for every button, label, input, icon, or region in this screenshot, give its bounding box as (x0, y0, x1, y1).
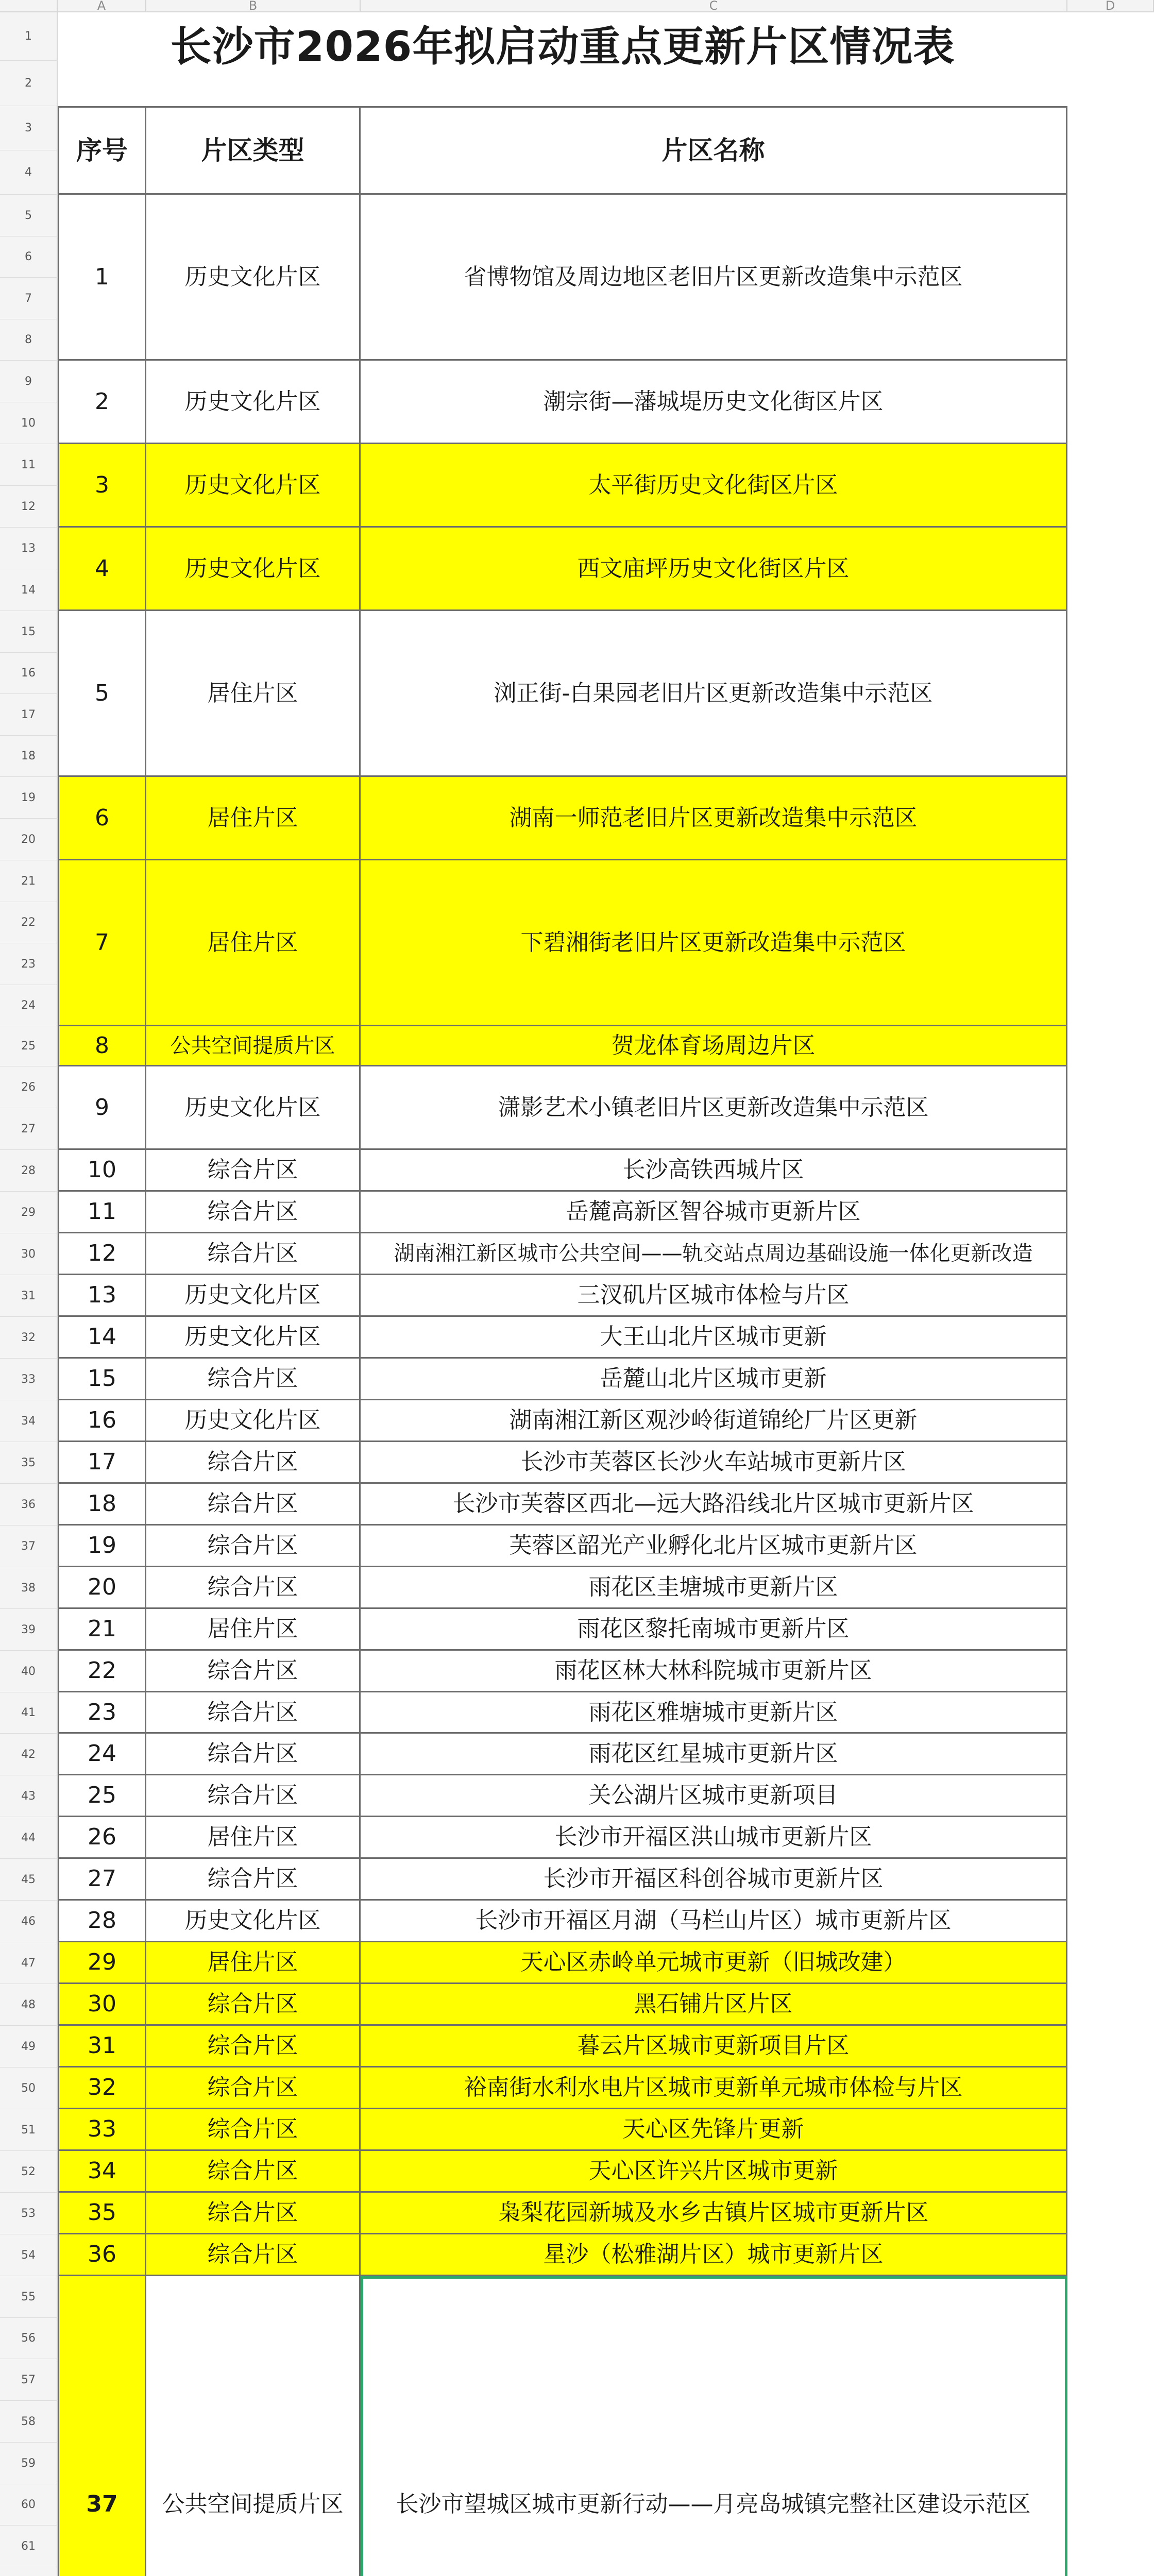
row-number[interactable]: 9 (0, 361, 58, 402)
row-number[interactable]: 40 (0, 1651, 58, 1692)
cell-type[interactable]: 综合片区 (146, 1567, 361, 1609)
cell-name[interactable]: 天心区许兴片区城市更新 (361, 2151, 1067, 2193)
row-number[interactable]: 11 (0, 444, 58, 486)
cell-seq[interactable]: 8 (58, 1026, 146, 1066)
cell-seq[interactable]: 19 (58, 1526, 146, 1567)
row-number[interactable]: 25 (0, 1026, 58, 1066)
cell-seq[interactable]: 33 (58, 2109, 146, 2151)
row-number[interactable]: 59 (0, 2443, 58, 2484)
row-number[interactable]: 19 (0, 777, 58, 819)
cell-name[interactable]: 西文庙坪历史文化街区片区 (361, 528, 1067, 611)
cell-type[interactable]: 综合片区 (146, 2151, 361, 2193)
cell-type[interactable]: 综合片区 (146, 1734, 361, 1775)
row-number[interactable]: 23 (0, 943, 58, 985)
cell-type[interactable]: 综合片区 (146, 2067, 361, 2109)
sheet-title[interactable]: 长沙市2026年拟启动重点更新片区情况表 (170, 22, 955, 71)
cell-type[interactable]: 居住片区 (146, 860, 361, 1026)
row-number[interactable] (0, 2567, 58, 2576)
row-number[interactable]: 60 (0, 2484, 58, 2526)
row-number[interactable]: 47 (0, 1942, 58, 1984)
cell-name[interactable]: 关公湖片区城市更新项目 (361, 1775, 1067, 1817)
cell-name[interactable]: 芙蓉区韶光产业孵化北片区城市更新片区 (361, 1526, 1067, 1567)
cell-type[interactable]: 综合片区 (146, 1484, 361, 1526)
row-number[interactable]: 16 (0, 653, 58, 694)
row-number[interactable]: 26 (0, 1066, 58, 1108)
row-number[interactable]: 49 (0, 2026, 58, 2067)
cell-name[interactable]: 暮云片区城市更新项目片区 (361, 2026, 1067, 2067)
cell-name[interactable]: 大王山北片区城市更新 (361, 1317, 1067, 1359)
cell-seq[interactable]: 23 (58, 1692, 146, 1734)
row-number[interactable]: 50 (0, 2067, 58, 2109)
cell-name[interactable]: 雨花区黎托南城市更新片区 (361, 1609, 1067, 1651)
row-number[interactable]: 12 (0, 486, 58, 528)
cell-name[interactable]: 浏正街-白果园老旧片区更新改造集中示范区 (361, 611, 1067, 777)
cell-type[interactable]: 综合片区 (146, 2234, 361, 2276)
cell-name[interactable]: 长沙市开福区科创谷城市更新片区 (361, 1859, 1067, 1901)
row-number[interactable]: 37 (0, 1526, 58, 1567)
row-number[interactable]: 30 (0, 1233, 58, 1275)
cell-seq[interactable]: 7 (58, 860, 146, 1026)
row-number[interactable]: 45 (0, 1859, 58, 1901)
cell-type[interactable]: 历史文化片区 (146, 195, 361, 361)
cell-name[interactable]: 三汊矶片区城市体检与片区 (361, 1275, 1067, 1317)
cell-seq[interactable]: 1 (58, 195, 146, 361)
cell-seq[interactable]: 31 (58, 2026, 146, 2067)
cell-seq[interactable]: 13 (58, 1275, 146, 1317)
row-number[interactable]: 51 (0, 2109, 58, 2151)
cell-seq[interactable]: 9 (58, 1066, 146, 1150)
cell-seq[interactable]: 26 (58, 1817, 146, 1859)
column-header-b[interactable]: B (146, 0, 361, 12)
row-number[interactable]: 61 (0, 2526, 58, 2567)
cell-type[interactable]: 综合片区 (146, 1859, 361, 1901)
cell-name[interactable]: 湖南湘江新区城市公共空间——轨交站点周边基础设施一体化更新改造 (361, 1233, 1067, 1275)
row-number[interactable]: 24 (0, 985, 58, 1026)
cell-seq[interactable]: 34 (58, 2151, 146, 2193)
row-number[interactable]: 35 (0, 1442, 58, 1484)
cell-name[interactable]: 岳麓山北片区城市更新 (361, 1359, 1067, 1400)
row-number[interactable]: 43 (0, 1775, 58, 1817)
cell-seq[interactable]: 37 (58, 2276, 146, 2576)
cell-name[interactable]: 长沙高铁西城片区 (361, 1150, 1067, 1192)
cell-type[interactable]: 综合片区 (146, 1192, 361, 1233)
row-number[interactable]: 7 (0, 278, 58, 319)
cell-type[interactable]: 综合片区 (146, 2109, 361, 2151)
cell-seq[interactable]: 14 (58, 1317, 146, 1359)
row-number[interactable]: 1 (0, 12, 58, 61)
row-number[interactable]: 3 (0, 106, 58, 150)
cell-seq[interactable]: 18 (58, 1484, 146, 1526)
header-name[interactable]: 片区名称 (361, 106, 1067, 195)
cell-seq[interactable]: 11 (58, 1192, 146, 1233)
cell-name[interactable]: 雨花区雅塘城市更新片区 (361, 1692, 1067, 1734)
cell-type[interactable]: 综合片区 (146, 2193, 361, 2234)
cell-type[interactable]: 综合片区 (146, 2026, 361, 2067)
cell-seq[interactable]: 29 (58, 1942, 146, 1984)
cell-type[interactable]: 居住片区 (146, 1942, 361, 1984)
row-number[interactable]: 8 (0, 319, 58, 361)
cell-seq[interactable]: 2 (58, 361, 146, 444)
cell-name[interactable]: 黑石铺片区片区 (361, 1984, 1067, 2026)
cell-name[interactable]: 长沙市芙蓉区西北—远大路沿线北片区城市更新片区 (361, 1484, 1067, 1526)
header-type[interactable]: 片区类型 (146, 106, 361, 195)
cell-type[interactable]: 历史文化片区 (146, 528, 361, 611)
cell-name[interactable]: 湖南一师范老旧片区更新改造集中示范区 (361, 777, 1067, 860)
row-number[interactable]: 58 (0, 2401, 58, 2443)
cell-name[interactable]: 潇影艺术小镇老旧片区更新改造集中示范区 (361, 1066, 1067, 1150)
row-number[interactable]: 32 (0, 1317, 58, 1359)
row-number[interactable]: 36 (0, 1484, 58, 1526)
cell-seq[interactable]: 25 (58, 1775, 146, 1817)
cell-name[interactable]: 雨花区林大林科院城市更新片区 (361, 1651, 1067, 1692)
cell-type[interactable]: 历史文化片区 (146, 1901, 361, 1942)
cell-name[interactable]: 长沙市开福区洪山城市更新片区 (361, 1817, 1067, 1859)
cell-type[interactable]: 历史文化片区 (146, 444, 361, 528)
row-number[interactable]: 42 (0, 1734, 58, 1775)
row-number[interactable]: 15 (0, 611, 58, 653)
row-number[interactable]: 10 (0, 402, 58, 444)
cell-seq[interactable]: 17 (58, 1442, 146, 1484)
cell-type[interactable]: 综合片区 (146, 1150, 361, 1192)
cell-seq[interactable]: 27 (58, 1859, 146, 1901)
row-number[interactable]: 21 (0, 860, 58, 902)
row-number[interactable]: 28 (0, 1150, 58, 1192)
cell-type[interactable]: 历史文化片区 (146, 361, 361, 444)
cell-seq[interactable]: 28 (58, 1901, 146, 1942)
cell-type[interactable]: 历史文化片区 (146, 1066, 361, 1150)
cell-type[interactable]: 公共空间提质片区 (146, 2276, 361, 2576)
row-number[interactable]: 52 (0, 2151, 58, 2193)
row-number[interactable]: 29 (0, 1192, 58, 1233)
corner-cell[interactable] (0, 0, 58, 12)
cell-name[interactable]: 星沙（松雅湖片区）城市更新片区 (361, 2234, 1067, 2276)
row-number[interactable]: 53 (0, 2193, 58, 2234)
cell-type[interactable]: 综合片区 (146, 1442, 361, 1484)
cell-seq[interactable]: 12 (58, 1233, 146, 1275)
row-number[interactable]: 6 (0, 236, 58, 278)
cell-name[interactable]: 贺龙体育场周边片区 (361, 1026, 1067, 1066)
cell-name[interactable]: 潮宗街—藩城堤历史文化街区片区 (361, 361, 1067, 444)
row-number[interactable]: 55 (0, 2276, 58, 2318)
cell-seq[interactable]: 16 (58, 1400, 146, 1442)
cell-type[interactable]: 综合片区 (146, 1984, 361, 2026)
cell-seq[interactable]: 22 (58, 1651, 146, 1692)
row-number[interactable]: 48 (0, 1984, 58, 2026)
cell-type[interactable]: 综合片区 (146, 1651, 361, 1692)
cell-name[interactable]: 长沙市望城区城市更新行动——月亮岛城镇完整社区建设示范区 (361, 2276, 1067, 2576)
cell-seq[interactable]: 20 (58, 1567, 146, 1609)
cell-seq[interactable]: 5 (58, 611, 146, 777)
cell-type[interactable]: 居住片区 (146, 611, 361, 777)
cell-name[interactable]: 长沙市芙蓉区长沙火车站城市更新片区 (361, 1442, 1067, 1484)
cell-name[interactable]: 雨花区圭塘城市更新片区 (361, 1567, 1067, 1609)
row-number[interactable]: 27 (0, 1108, 58, 1150)
cell-type[interactable]: 历史文化片区 (146, 1400, 361, 1442)
cell-name[interactable]: 下碧湘街老旧片区更新改造集中示范区 (361, 860, 1067, 1026)
row-number[interactable]: 14 (0, 569, 58, 611)
cell-seq[interactable]: 36 (58, 2234, 146, 2276)
cell-type[interactable]: 综合片区 (146, 1233, 361, 1275)
row-number[interactable]: 34 (0, 1400, 58, 1442)
row-number[interactable]: 33 (0, 1359, 58, 1400)
row-number[interactable]: 20 (0, 819, 58, 860)
cell-name[interactable]: 枭梨花园新城及水乡古镇片区城市更新片区 (361, 2193, 1067, 2234)
row-number[interactable]: 4 (0, 150, 58, 195)
cell-type[interactable]: 居住片区 (146, 777, 361, 860)
cell-type[interactable]: 居住片区 (146, 1609, 361, 1651)
cell-seq[interactable]: 30 (58, 1984, 146, 2026)
row-number[interactable]: 41 (0, 1692, 58, 1734)
cell-seq[interactable]: 10 (58, 1150, 146, 1192)
row-number[interactable]: 39 (0, 1609, 58, 1651)
row-number[interactable]: 46 (0, 1901, 58, 1942)
header-seq[interactable]: 序号 (58, 106, 146, 195)
cell-name[interactable]: 雨花区红星城市更新片区 (361, 1734, 1067, 1775)
cell-name[interactable]: 湖南湘江新区观沙岭街道锦纶厂片区更新 (361, 1400, 1067, 1442)
row-number[interactable]: 5 (0, 195, 58, 236)
row-number[interactable]: 13 (0, 528, 58, 569)
row-number[interactable]: 22 (0, 902, 58, 943)
row-number[interactable]: 44 (0, 1817, 58, 1859)
cell-type[interactable]: 综合片区 (146, 1692, 361, 1734)
row-number[interactable]: 2 (0, 61, 58, 106)
cell-seq[interactable]: 24 (58, 1734, 146, 1775)
row-number[interactable]: 38 (0, 1567, 58, 1609)
cell-seq[interactable]: 4 (58, 528, 146, 611)
column-header-c[interactable]: C (361, 0, 1067, 12)
cell-seq[interactable]: 3 (58, 444, 146, 528)
cell-type[interactable]: 历史文化片区 (146, 1275, 361, 1317)
cell-type[interactable]: 综合片区 (146, 1526, 361, 1567)
cell-seq[interactable]: 21 (58, 1609, 146, 1651)
row-number[interactable]: 56 (0, 2318, 58, 2359)
row-number[interactable]: 54 (0, 2234, 58, 2276)
row-number[interactable]: 31 (0, 1275, 58, 1317)
column-header-a[interactable]: A (58, 0, 146, 12)
cell-name[interactable]: 天心区赤岭单元城市更新（旧城改建） (361, 1942, 1067, 1984)
cell-type[interactable]: 居住片区 (146, 1817, 361, 1859)
cell-name[interactable]: 天心区先锋片更新 (361, 2109, 1067, 2151)
row-number[interactable]: 17 (0, 694, 58, 736)
cell-name[interactable]: 太平街历史文化街区片区 (361, 444, 1067, 528)
cell-name[interactable]: 长沙市开福区月湖（马栏山片区）城市更新片区 (361, 1901, 1067, 1942)
cell-type[interactable]: 公共空间提质片区 (146, 1026, 361, 1066)
cell-name[interactable]: 省博物馆及周边地区老旧片区更新改造集中示范区 (361, 195, 1067, 361)
cell-seq[interactable]: 15 (58, 1359, 146, 1400)
cell-type[interactable]: 综合片区 (146, 1775, 361, 1817)
cell-type[interactable]: 综合片区 (146, 1359, 361, 1400)
cell-seq[interactable]: 32 (58, 2067, 146, 2109)
column-header-d[interactable]: D (1067, 0, 1154, 12)
cell-name[interactable]: 岳麓高新区智谷城市更新片区 (361, 1192, 1067, 1233)
cell-type[interactable]: 历史文化片区 (146, 1317, 361, 1359)
cell-name[interactable]: 裕南街水利水电片区城市更新单元城市体检与片区 (361, 2067, 1067, 2109)
row-number[interactable]: 57 (0, 2359, 58, 2401)
cell-seq[interactable]: 35 (58, 2193, 146, 2234)
row-number[interactable]: 18 (0, 736, 58, 777)
cell-seq[interactable]: 6 (58, 777, 146, 860)
